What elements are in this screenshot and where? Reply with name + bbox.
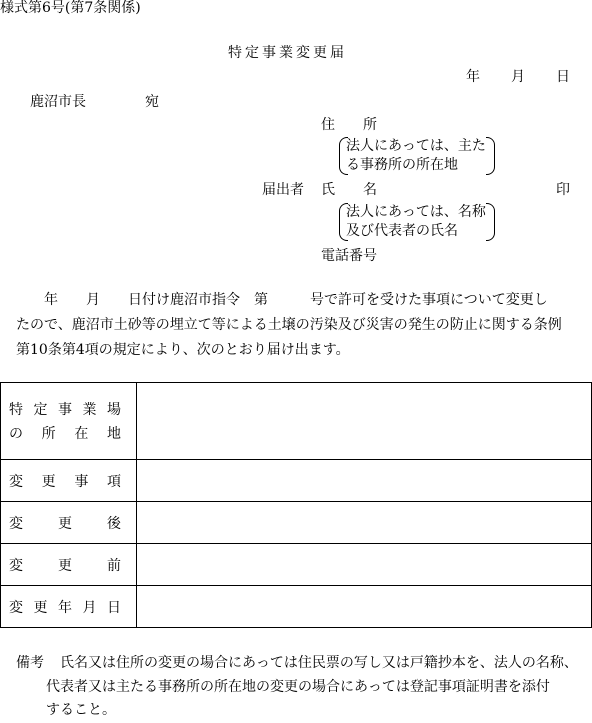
label-char: 変	[9, 599, 23, 616]
label-char: 事	[58, 402, 72, 418]
seal-mark: 印	[556, 182, 570, 198]
label-char: 場	[107, 402, 121, 418]
label-char: 更	[58, 515, 72, 532]
field-before-change[interactable]	[137, 544, 592, 586]
label-char: 変	[9, 473, 23, 490]
date-month-label: 月	[511, 69, 525, 85]
date-day-label: 日	[556, 69, 570, 85]
label-char: 業	[82, 402, 97, 418]
table-row-site-location	[1, 383, 592, 460]
label-change-date	[1, 586, 137, 628]
field-site-location[interactable]	[137, 383, 592, 460]
label-char: 定	[33, 402, 48, 418]
field-after-change[interactable]	[137, 502, 592, 544]
phone-label: 電話番号	[321, 248, 377, 264]
remarks-line-1: 氏名又は住所の変更の場合にあっては住民票の写し又は戸籍抄本を、法人の名称、	[60, 655, 578, 671]
change-form-table	[0, 382, 592, 628]
table-row-after-change	[1, 502, 592, 544]
label-char: 在	[74, 426, 89, 442]
label-site-location	[1, 383, 137, 460]
label-char: 前	[107, 557, 121, 574]
body-line-3: 第10条第4項の規定により、次のとおり届け出ます。	[16, 342, 350, 358]
label-char: 更	[58, 557, 72, 574]
body-line-2: たので、鹿沼市土砂等の埋立て等による土壌の汚染及び災害の発生の防止に関する条例	[16, 317, 562, 333]
label-char: 月	[82, 599, 97, 616]
table-row-change-items	[1, 460, 592, 502]
label-after-change	[1, 502, 137, 544]
name-note-line-1: 法人にあっては、名称	[346, 204, 486, 220]
label-char: 年	[58, 599, 72, 616]
label-char: 更	[33, 599, 48, 616]
table-row-before-change	[1, 544, 592, 586]
label-before-change	[1, 544, 137, 586]
label-char: 変	[9, 515, 23, 532]
address-note-right-bracket	[486, 137, 495, 175]
label-change-items	[1, 460, 137, 502]
label-char: 項	[106, 473, 121, 490]
filer-label: 届出者	[262, 182, 304, 198]
table-row-change-date	[1, 586, 592, 628]
label-char: の	[9, 426, 23, 442]
name-label: 氏 名	[321, 182, 377, 198]
page-title: 特定事業変更届	[228, 45, 347, 61]
name-note-right-bracket	[486, 203, 495, 241]
form-number: 様式第6号(第7条関係)	[0, 0, 141, 16]
remarks-heading: 備考	[16, 655, 44, 671]
field-change-items[interactable]	[137, 460, 592, 502]
address-note-line-2: る事務所の所在地	[346, 157, 458, 173]
label-char: 変	[9, 557, 23, 574]
label-char: 日	[107, 599, 121, 616]
date-year-label: 年	[466, 69, 480, 85]
remarks-line-3: すること。	[46, 702, 116, 718]
address-note-line-1: 法人にあっては、主た	[346, 138, 486, 154]
label-char: 後	[107, 515, 121, 532]
label-char: 特	[9, 402, 23, 418]
label-char: 更	[41, 473, 56, 490]
field-change-date[interactable]	[137, 586, 592, 628]
label-char: 事	[74, 473, 89, 490]
remarks-line-2: 代表者又は主たる事務所の所在地の変更の場合にあっては登記事項証明書を添付	[46, 679, 550, 695]
address-label: 住 所	[321, 117, 377, 133]
body-line-1: 年 月 日付け鹿沼市指令 第 号で許可を受けた事項について変更し	[16, 292, 548, 308]
label-char: 地	[106, 426, 121, 442]
addressee-suffix: 宛	[145, 94, 159, 110]
addressee-name: 鹿沼市長	[30, 94, 86, 110]
name-note-line-2: 及び代表者の氏名	[346, 223, 458, 239]
label-char: 所	[41, 426, 56, 442]
